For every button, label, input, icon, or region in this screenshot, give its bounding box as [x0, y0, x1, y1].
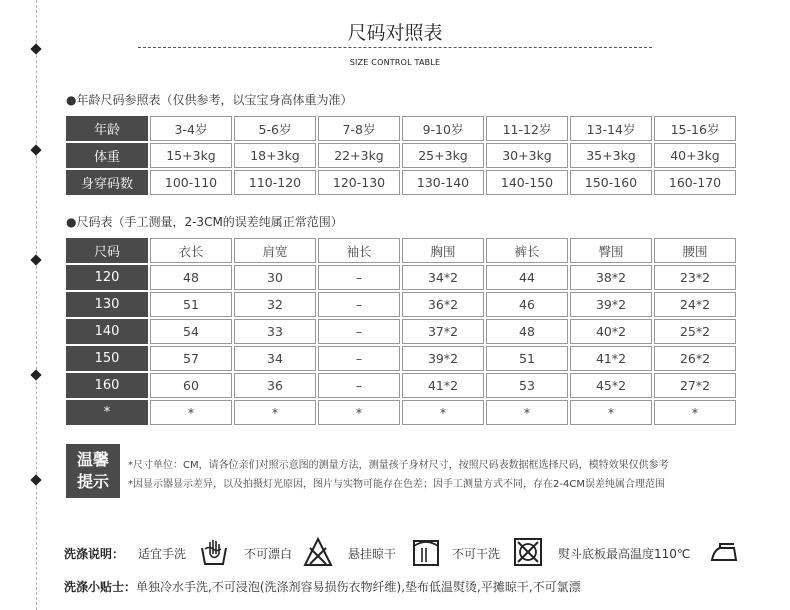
table-cell: –: [318, 265, 400, 290]
table-cell: 54: [150, 319, 232, 344]
table-cell: *: [318, 400, 400, 425]
table-cell: 肩宽: [234, 238, 316, 263]
table-cell: 34: [234, 346, 316, 371]
age-section-heading: ●年龄尺码参照表（仅供参考，以宝宝身高体重为准）: [66, 93, 353, 107]
table-cell: 身穿码数: [66, 170, 148, 195]
table-cell: *: [402, 400, 484, 425]
care-tips-title: 洗涤小贴士：: [64, 580, 137, 594]
table-cell: 裤长: [486, 238, 568, 263]
table-cell: *: [66, 400, 148, 425]
table-cell: 40+3kg: [654, 143, 736, 168]
no-bleach-icon: [302, 536, 334, 568]
table-cell: 衣长: [150, 238, 232, 263]
diamond-marker: [30, 474, 41, 485]
table-cell: 40*2: [570, 319, 652, 344]
table-cell: 33: [234, 319, 316, 344]
table-cell: 体重: [66, 143, 148, 168]
table-cell: 140-150: [486, 170, 568, 195]
table-cell: 46: [486, 292, 568, 317]
table-cell: 130: [66, 292, 148, 317]
table-cell: 年龄: [66, 116, 148, 141]
table-cell: 7-8岁: [318, 116, 400, 141]
table-cell: 18+3kg: [234, 143, 316, 168]
table-cell: 25*2: [654, 319, 736, 344]
table-cell: *: [486, 400, 568, 425]
title-divider: [138, 47, 652, 48]
table-cell: 53: [486, 373, 568, 398]
table-row: [66, 400, 736, 425]
table-cell: 150-160: [570, 170, 652, 195]
care-tips-text: 单独冷水手洗,不可浸泡(洗涤剂容易损伤衣物纤维),垫布低温熨烫,平摊晾干,不可氯漂: [136, 580, 581, 594]
table-cell: 袖长: [318, 238, 400, 263]
table-row: [66, 373, 736, 398]
table-cell: 30+3kg: [486, 143, 568, 168]
table-cell: 臀围: [570, 238, 652, 263]
table-row: [66, 170, 736, 195]
table-cell: 胸围: [402, 238, 484, 263]
diamond-marker: [30, 369, 41, 380]
table-cell: 110-120: [234, 170, 316, 195]
care-label: 熨斗底板最高温度110℃: [558, 547, 691, 561]
table-cell: 13-14岁: [570, 116, 652, 141]
table-cell: 41*2: [402, 373, 484, 398]
table-cell: 5-6岁: [234, 116, 316, 141]
table-cell: –: [318, 292, 400, 317]
table-cell: 48: [150, 265, 232, 290]
table-cell: 24*2: [654, 292, 736, 317]
tips-badge: [66, 444, 120, 498]
table-cell: 39*2: [570, 292, 652, 317]
care-label: 不可干洗: [452, 547, 501, 561]
table-cell: 41*2: [570, 346, 652, 371]
table-cell: *: [570, 400, 652, 425]
table-cell: *: [234, 400, 316, 425]
tips-badge-line2: 提示: [76, 472, 109, 491]
table-cell: 34*2: [402, 265, 484, 290]
page-subtitle: SIZE CONTROL TABLE: [349, 58, 441, 67]
table-cell: *: [654, 400, 736, 425]
table-cell: 9-10岁: [402, 116, 484, 141]
table-cell: 48: [486, 319, 568, 344]
table-cell: 60: [150, 373, 232, 398]
tips-badge-line1: 温馨: [76, 450, 109, 469]
table-cell: –: [318, 373, 400, 398]
table-cell: –: [318, 346, 400, 371]
table-cell: 38*2: [570, 265, 652, 290]
age-size-table: [64, 114, 738, 197]
table-cell: 11-12岁: [486, 116, 568, 141]
care-tips: [64, 578, 581, 595]
care-title: 洗涤说明：: [64, 547, 125, 561]
table-cell: 44: [486, 265, 568, 290]
care-label: 适宜手洗: [138, 547, 187, 561]
table-cell: 120: [66, 265, 148, 290]
table-cell: 26*2: [654, 346, 736, 371]
no-dry-clean-icon: [512, 536, 544, 568]
size-measurement-table: [64, 236, 738, 427]
care-label: 不可漂白: [244, 547, 293, 561]
table-cell: *: [150, 400, 232, 425]
care-instructions: [64, 536, 764, 570]
table-cell: 25+3kg: [402, 143, 484, 168]
table-row: [66, 238, 736, 263]
table-cell: 150: [66, 346, 148, 371]
diamond-marker: [30, 43, 41, 54]
table-cell: 腰围: [654, 238, 736, 263]
hang-dry-icon: [410, 536, 442, 568]
table-cell: 45*2: [570, 373, 652, 398]
table-cell: 140: [66, 319, 148, 344]
table-cell: 35+3kg: [570, 143, 652, 168]
table-cell: 27*2: [654, 373, 736, 398]
table-cell: 32: [234, 292, 316, 317]
page-title: 尺码对照表: [347, 22, 443, 44]
table-cell: 3-4岁: [150, 116, 232, 141]
note-line: *尺寸单位：CM，请各位亲们对照示意图的测量方法，测量孩子身材尺寸，按照尺码表数据框选择尺码，模特效果仅供参考: [128, 460, 669, 471]
table-row: [66, 265, 736, 290]
iron-icon: [708, 536, 740, 568]
diamond-marker: [30, 144, 41, 155]
table-row: [66, 143, 736, 168]
table-row: [66, 116, 736, 141]
table-cell: 39*2: [402, 346, 484, 371]
table-cell: 36*2: [402, 292, 484, 317]
decorative-dashed-line: [36, 0, 37, 610]
table-row: [66, 292, 736, 317]
table-cell: 尺码: [66, 238, 148, 263]
table-cell: 130-140: [402, 170, 484, 195]
table-cell: 15-16岁: [654, 116, 736, 141]
table-cell: 120-130: [318, 170, 400, 195]
size-section-heading: ●尺码表（手工测量，2-3CM的误差纯属正常范围）: [66, 215, 343, 229]
table-cell: –: [318, 319, 400, 344]
table-cell: 37*2: [402, 319, 484, 344]
table-cell: 51: [486, 346, 568, 371]
table-cell: 23*2: [654, 265, 736, 290]
table-cell: 30: [234, 265, 316, 290]
table-row: [66, 346, 736, 371]
table-cell: 57: [150, 346, 232, 371]
hand-wash-icon: [198, 536, 230, 568]
table-cell: 160: [66, 373, 148, 398]
table-cell: 15+3kg: [150, 143, 232, 168]
table-cell: 51: [150, 292, 232, 317]
table-cell: 36: [234, 373, 316, 398]
care-label: 悬挂晾干: [348, 547, 397, 561]
note-line: *因显示器显示差异，以及拍摄灯光原因，图片与实物可能存在色差；因手工测量方式不同，存在2-4CM误差纯属合理范围: [128, 479, 665, 490]
table-cell: 160-170: [654, 170, 736, 195]
table-cell: 100-110: [150, 170, 232, 195]
diamond-marker: [30, 254, 41, 265]
table-cell: 22+3kg: [318, 143, 400, 168]
table-row: [66, 319, 736, 344]
